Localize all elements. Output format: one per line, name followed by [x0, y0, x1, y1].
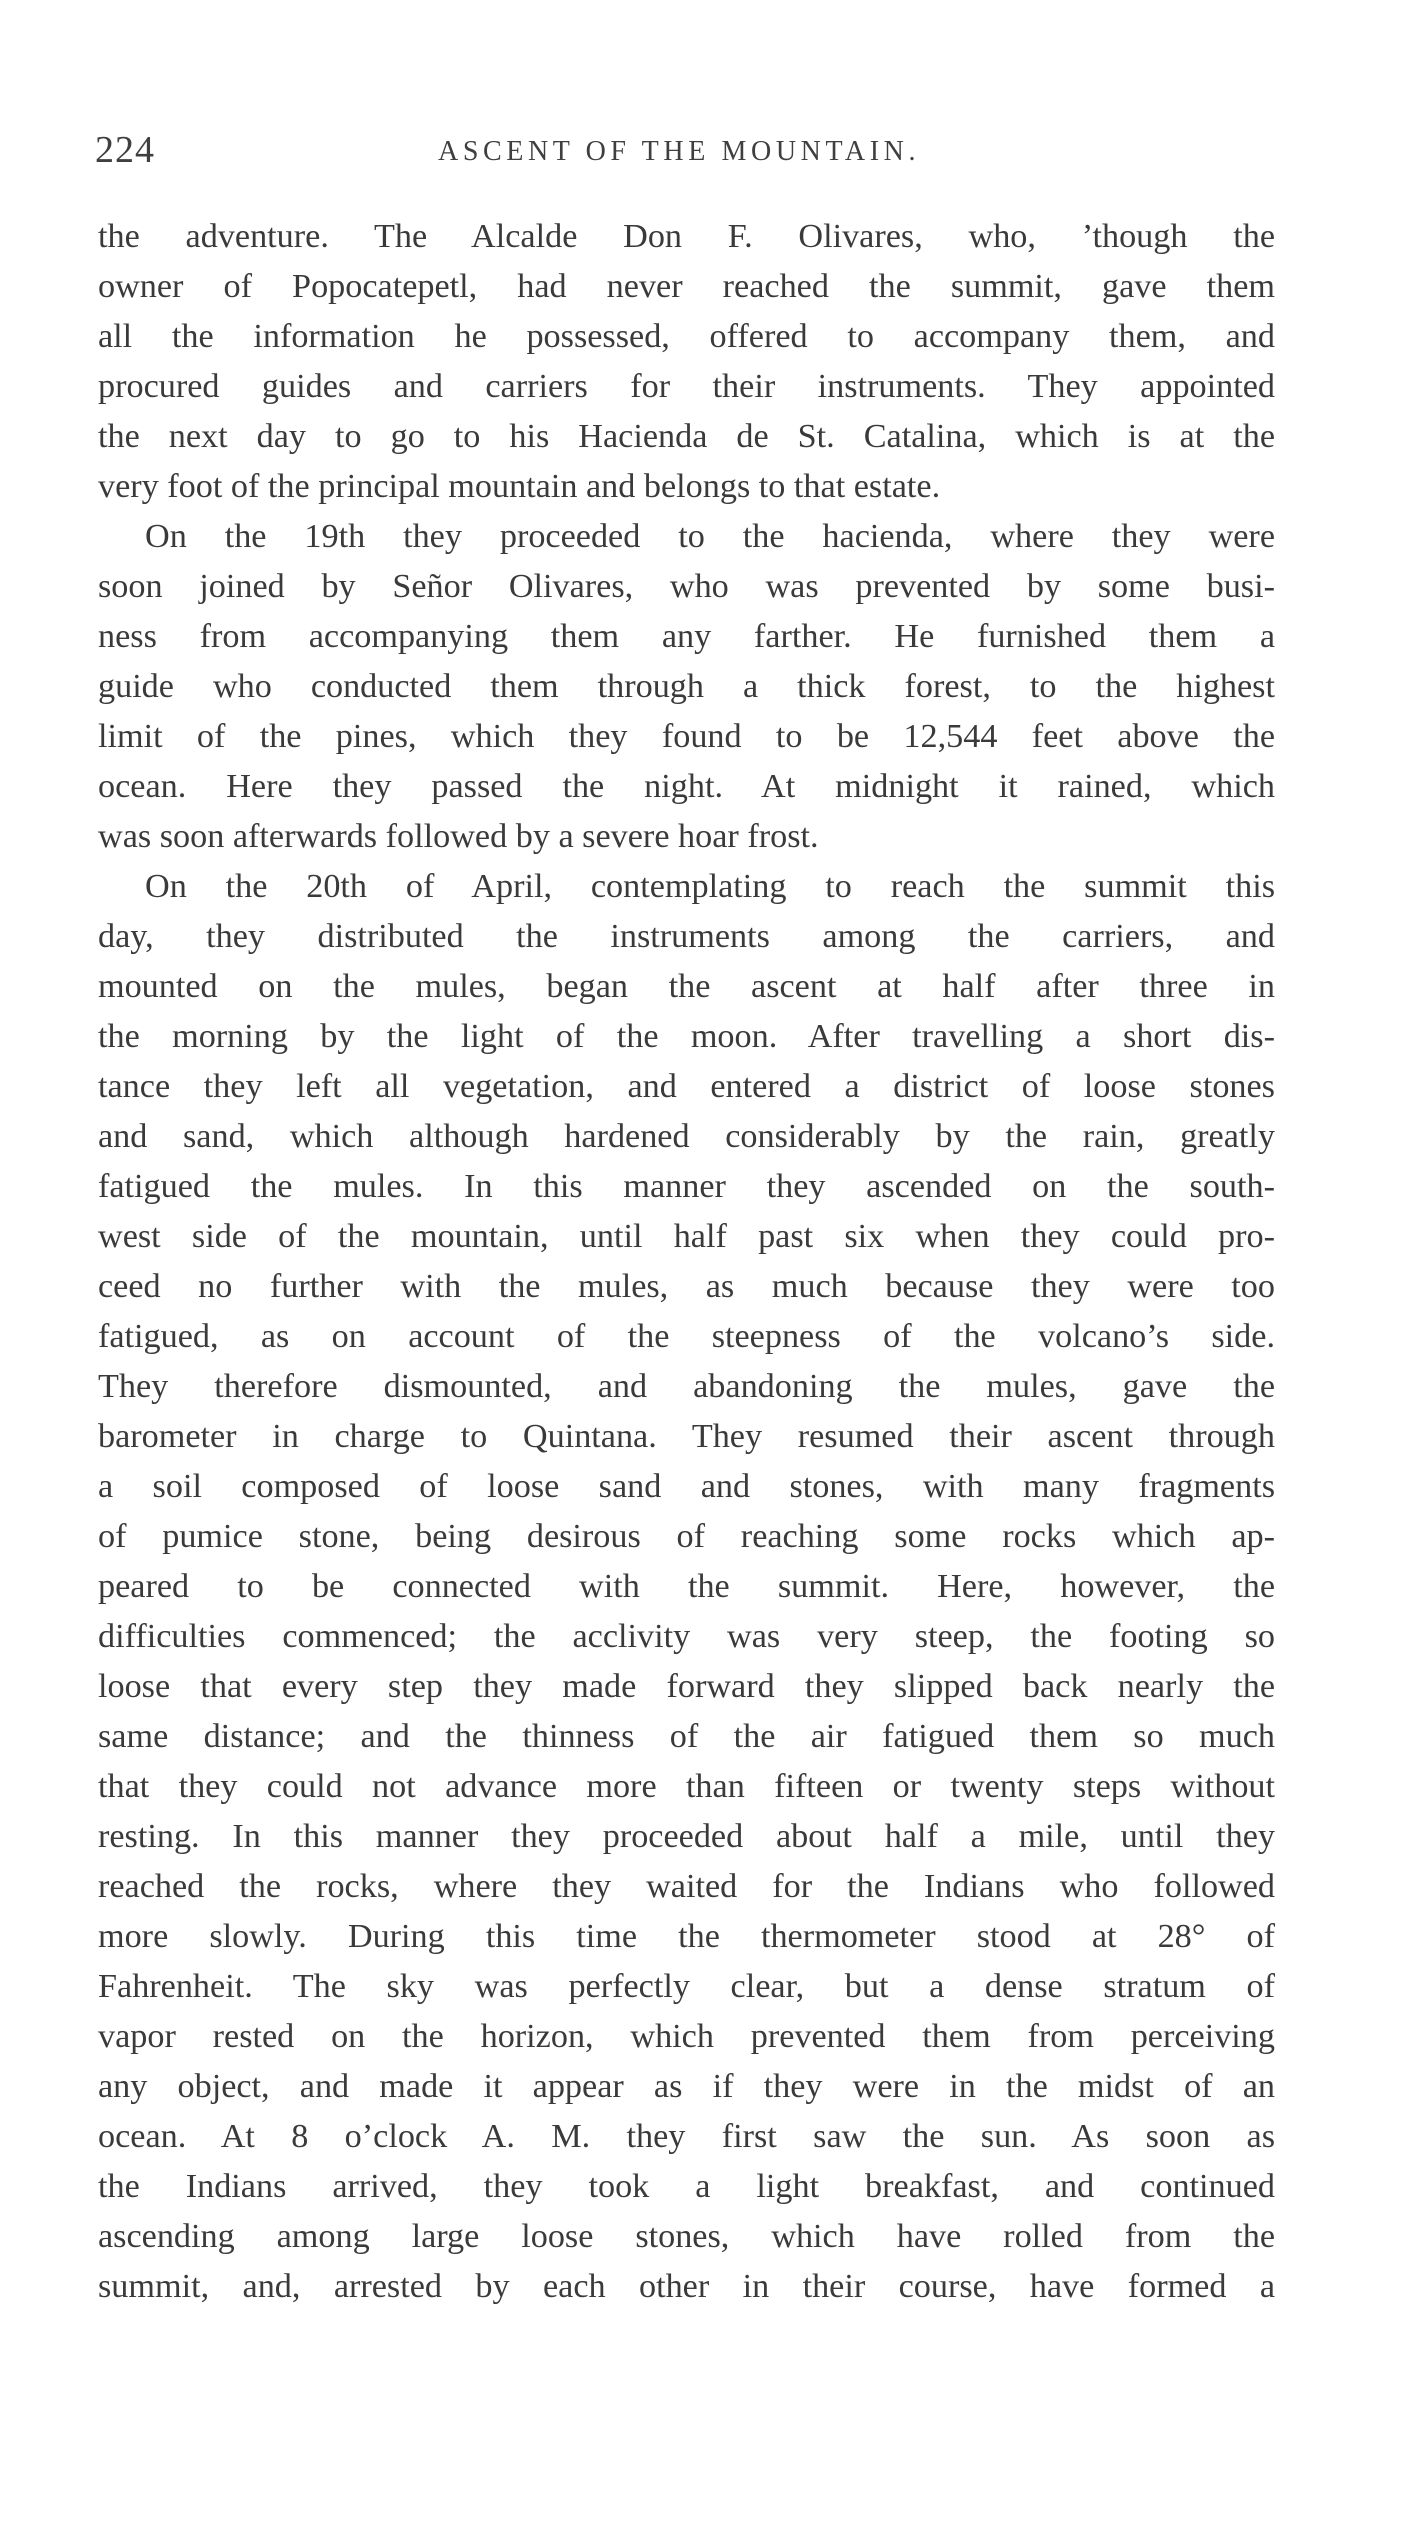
text-line: On the 20th of April, contemplating to reach the summit this: [145, 868, 1275, 905]
text-line: day, they distributed the instruments among the carriers, and: [98, 918, 1275, 955]
text-line: a soil composed of loose sand and stones, with many fragments: [98, 1468, 1275, 1505]
text-line: same distance; and the thinness of the air fatigued them so much: [98, 1718, 1275, 1755]
text-line: any object, and made it appear as if they were in the midst of an: [98, 2068, 1275, 2105]
text-line: fatigued, as on account of the steepness of the volcano’s side.: [98, 1318, 1275, 1355]
text-line: guide who conducted them through a thick forest, to the highest: [98, 668, 1275, 705]
text-line: ness from accompanying them any farther. He furnished them a: [98, 618, 1275, 655]
text-line: ceed no further with the mules, as much because they were too: [98, 1268, 1275, 1305]
text-line: more slowly. During this time the thermometer stood at 28° of: [98, 1918, 1275, 1955]
text-line: owner of Popocatepetl, had never reached the summit, gave them: [98, 268, 1275, 305]
text-line: west side of the mountain, until half past six when they could pro-: [98, 1218, 1275, 1255]
text-line: difficulties commenced; the acclivity was very steep, the footing so: [98, 1618, 1275, 1655]
text-line: Fahrenheit. The sky was perfectly clear, but a dense stratum of: [98, 1968, 1275, 2005]
text-line: the morning by the light of the moon. After travelling a short dis-: [98, 1018, 1275, 1055]
page-number: 224: [95, 129, 155, 171]
text-line: summit, and, arrested by each other in their course, have formed a: [98, 2268, 1275, 2305]
text-line: that they could not advance more than fifteen or twenty steps without: [98, 1768, 1275, 1805]
text-line: They therefore dismounted, and abandoning the mules, gave the: [98, 1368, 1275, 1405]
text-line: loose that every step they made forward they slipped back nearly the: [98, 1668, 1275, 1705]
text-line: procured guides and carriers for their instruments. They appointed: [98, 368, 1275, 405]
text-line: was soon afterwards followed by a severe hoar frost.: [98, 818, 819, 855]
text-line: the Indians arrived, they took a light breakfast, and continued: [98, 2168, 1275, 2205]
running-title: ASCENT OF THE MOUNTAIN.: [438, 136, 921, 167]
text-line: ocean. At 8 o’clock A. M. they first saw the sun. As soon as: [98, 2118, 1275, 2155]
text-line: resting. In this manner they proceeded about half a mile, until they: [98, 1818, 1275, 1855]
text-line: On the 19th they proceeded to the hacienda, where they were: [145, 518, 1275, 555]
text-line: the next day to go to his Hacienda de St. Catalina, which is at the: [98, 418, 1275, 455]
text-line: all the information he possessed, offered to accompany them, and: [98, 318, 1275, 355]
body-text: [98, 212, 1275, 2312]
text-line: ascending among large loose stones, which have rolled from the: [98, 2218, 1275, 2255]
text-line: the adventure. The Alcalde Don F. Olivares, who, ’though the: [98, 218, 1275, 255]
running-head: [95, 128, 1275, 171]
text-line: mounted on the mules, began the ascent at half after three in: [98, 968, 1275, 1005]
text-line: of pumice stone, being desirous of reaching some rocks which ap-: [98, 1518, 1275, 1555]
text-line: ocean. Here they passed the night. At midnight it rained, which: [98, 768, 1275, 805]
text-line: reached the rocks, where they waited for the Indians who followed: [98, 1868, 1275, 1905]
text-line: fatigued the mules. In this manner they ascended on the south-: [98, 1168, 1275, 1205]
text-line: limit of the pines, which they found to be 12,544 feet above the: [98, 718, 1275, 755]
text-line: barometer in charge to Quintana. They resumed their ascent through: [98, 1418, 1275, 1455]
text-line: vapor rested on the horizon, which prevented them from perceiving: [98, 2018, 1275, 2055]
text-line: and sand, which although hardened considerably by the rain, greatly: [98, 1118, 1275, 1155]
text-line: soon joined by Señor Olivares, who was prevented by some busi-: [98, 568, 1275, 605]
text-line: very foot of the principal mountain and belongs to that estate.: [98, 468, 941, 505]
text-line: tance they left all vegetation, and entered a district of loose stones: [98, 1068, 1275, 1105]
text-line: peared to be connected with the summit. Here, however, the: [98, 1568, 1275, 1605]
